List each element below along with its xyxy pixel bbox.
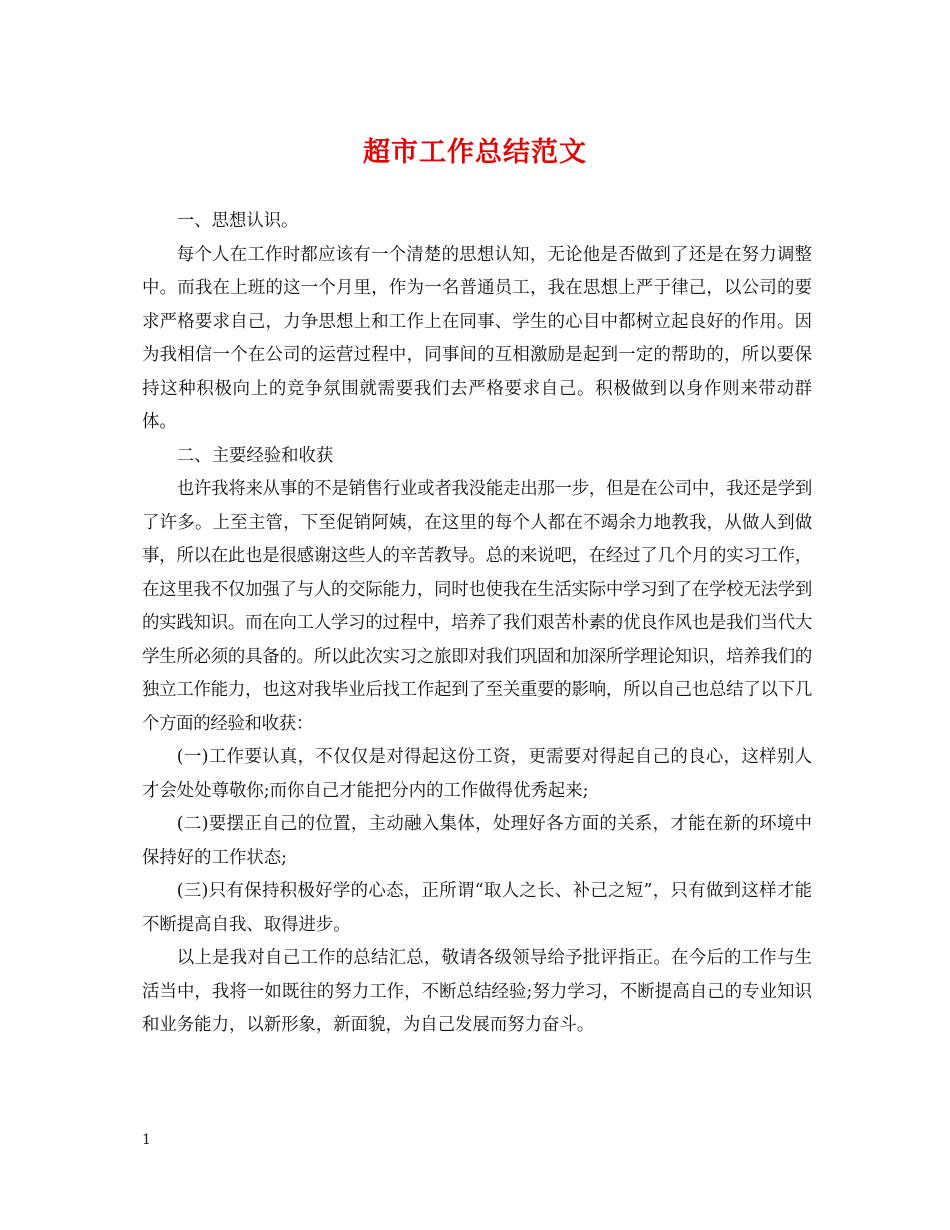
list-item-one: (一)工作要认真，不仅仅是对得起这份工资，更需要对得起自己的良心，这样别人才会处处尊敬你;而你自己才能把分内的工作做得优秀起来; [142, 747, 812, 801]
list-item-three: (三)只有保持积极好学的心态，正所谓“取人之长、补己之短”，只有做到这样才能不断提高自我、取得进步。 [142, 881, 812, 935]
page-number: 1 [142, 1132, 151, 1148]
paragraph-thinking: 每个人在工作时都应该有一个清楚的思想认知，无论他是否做到了还是在努力调整中。而我在上班的这一个月里，作为一名普通员工，我在思想上严于律己，以公司的要求严格要求自己，力争思想上和工作上在同事、学生的心目中都树立起良好的作用。因为我相信一个在公司的运营过程中，同事间的互相激励是起到一定的帮助的，所以要保持这种积极向上的竞争氛围就需要我们去严格要求自己。积极做到以身作则来带动群体。 [142, 244, 812, 432]
section-heading-experience: 二、主要经验和收获 [176, 445, 334, 466]
section-heading-thinking: 一、思想认识。 [176, 211, 299, 231]
document-title: 超市工作总结范文 [363, 137, 587, 168]
list-item-two: (二)要摆正自己的位置，主动融入集体，处理好各方面的关系，才能在新的环境中保持好的工作状态; [142, 814, 812, 868]
paragraph-conclusion: 以上是我对自己工作的总结汇总，敬请各级领导给予批评指正。在今后的工作与生活当中，我将一如既往的努力工作，不断总结经验;努力学习，不断提高自己的专业知识和业务能力，以新形象，新面貌，为自己发展而努力奋斗。 [142, 948, 812, 1035]
document-body [142, 205, 812, 1043]
paragraph-experience: 也许我将来从事的不是销售行业或者我没能走出那一步，但是在公司中，我还是学到了许多。上至主管，下至促销阿姨，在这里的每个人都在不竭余力地教我，从做人到做事，所以在此也是很感谢这些人的辛苦教导。总的来说吧，在经过了几个月的实习工作，在这里我不仅加强了与人的交际能力，同时也使我在生活实际中学习到了在学校无法学到的实践知识。而在向工人学习的过程中，培养了我们艰苦朴素的优良作风也是我们当代大学生所必须的具备的。所以此次实习之旅即对我们巩固和加深所学理论知识，培养我们的独立工作能力，也这对我毕业后找工作起到了至关重要的影响，所以自己也总结了以下几个方面的经验和收获： [142, 479, 812, 734]
